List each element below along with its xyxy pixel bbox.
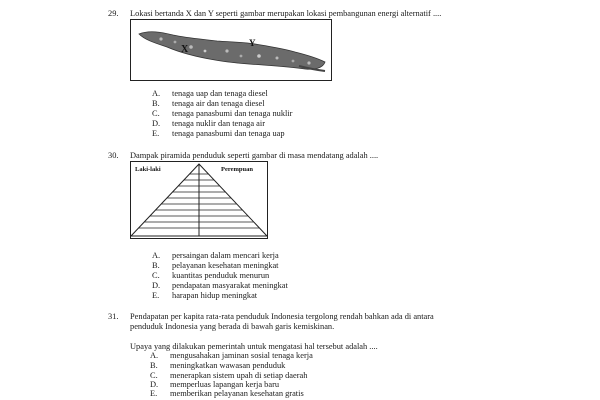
option-31-b[interactable] — [150, 361, 285, 370]
option-letter: E. — [152, 291, 160, 300]
question-31-text-line-1: Pendapatan per kapita rata-rata penduduk Indonesia tergolong rendah bahkan ada di antara — [130, 312, 434, 321]
question-29-text: Lokasi bertanda X dan Y seperti gambar merupakan lokasi pembangunan energi alternatif .... — [130, 9, 442, 18]
map-label-y: Y — [249, 38, 256, 48]
option-29-e[interactable] — [152, 129, 285, 138]
population-pyramid — [131, 162, 267, 238]
population-pyramid-figure — [130, 161, 268, 239]
option-29-a[interactable] — [152, 89, 268, 98]
option-letter: A. — [152, 251, 161, 260]
option-letter: C. — [152, 271, 160, 280]
option-text: memperluas lapangan kerja baru — [170, 380, 280, 389]
question-31-number: 31. — [108, 312, 119, 321]
island-shape — [139, 32, 325, 69]
option-letter: D. — [150, 380, 159, 389]
option-30-c[interactable] — [152, 271, 269, 280]
option-text: memberikan pelayanan kesehatan gratis — [170, 389, 304, 398]
option-letter: B. — [152, 261, 160, 270]
question-31-text-line-2: penduduk Indonesia yang berada di bawah garis kemiskinan. — [130, 322, 335, 331]
option-text: pelayanan kesehatan meningkat — [172, 261, 279, 270]
pyramid-label-male: Laki-laki — [135, 166, 161, 173]
option-31-a[interactable] — [150, 351, 313, 360]
option-text: tenaga nuklir dan tenaga air — [172, 119, 266, 128]
option-letter: E. — [150, 389, 158, 398]
option-text: menerapkan sistem upah di setiap daerah — [170, 371, 308, 380]
option-letter: D. — [152, 119, 161, 128]
option-30-b[interactable] — [152, 261, 279, 270]
option-text: tenaga uap dan tenaga diesel — [172, 89, 268, 98]
option-letter: B. — [152, 99, 160, 108]
option-text: tenaga air dan tenaga diesel — [172, 99, 265, 108]
option-text: tenaga panasbumi dan tenaga uap — [172, 129, 285, 138]
option-letter: A. — [150, 351, 159, 360]
option-30-d[interactable] — [152, 281, 288, 290]
option-29-c[interactable] — [152, 109, 292, 118]
question-30-text: Dampak piramida penduduk seperti gambar di masa mendatang adalah .... — [130, 151, 379, 160]
option-text: kuantitas penduduk menurun — [172, 271, 270, 280]
option-30-a[interactable] — [152, 251, 279, 260]
option-29-d[interactable] — [152, 119, 265, 128]
option-letter: C. — [150, 371, 158, 380]
question-31-prompt: Upaya yang dilakukan pemerintah untuk mengatasi hal tersebut adalah .... — [130, 342, 378, 351]
question-29-number: 29. — [108, 9, 119, 18]
option-letter: D. — [152, 281, 161, 290]
option-letter: C. — [152, 109, 160, 118]
option-text: mengusahakan jaminan sosial tenaga kerja — [170, 351, 313, 360]
option-31-e[interactable] — [150, 389, 304, 398]
option-31-d[interactable] — [150, 380, 279, 389]
option-text: persaingan dalam mencari kerja — [172, 251, 279, 260]
option-29-b[interactable] — [152, 99, 265, 108]
question-30-number: 30. — [108, 151, 119, 160]
option-text: pendapatan masyarakat meningkat — [172, 281, 288, 290]
map-label-x: X — [181, 44, 189, 55]
java-map-figure — [130, 19, 332, 81]
pyramid-label-female: Perempuan — [221, 166, 254, 173]
option-31-c[interactable] — [150, 371, 307, 380]
option-30-e[interactable] — [152, 291, 257, 300]
option-text: harapan hidup meningkat — [172, 291, 258, 300]
option-letter: B. — [150, 361, 158, 370]
option-letter: A. — [152, 89, 161, 98]
option-text: tenaga panasbumi dan tenaga nuklir — [172, 109, 293, 118]
option-letter: E. — [152, 129, 160, 138]
java-island-map — [131, 20, 331, 80]
option-text: meningkatkan wawasan penduduk — [170, 361, 286, 370]
